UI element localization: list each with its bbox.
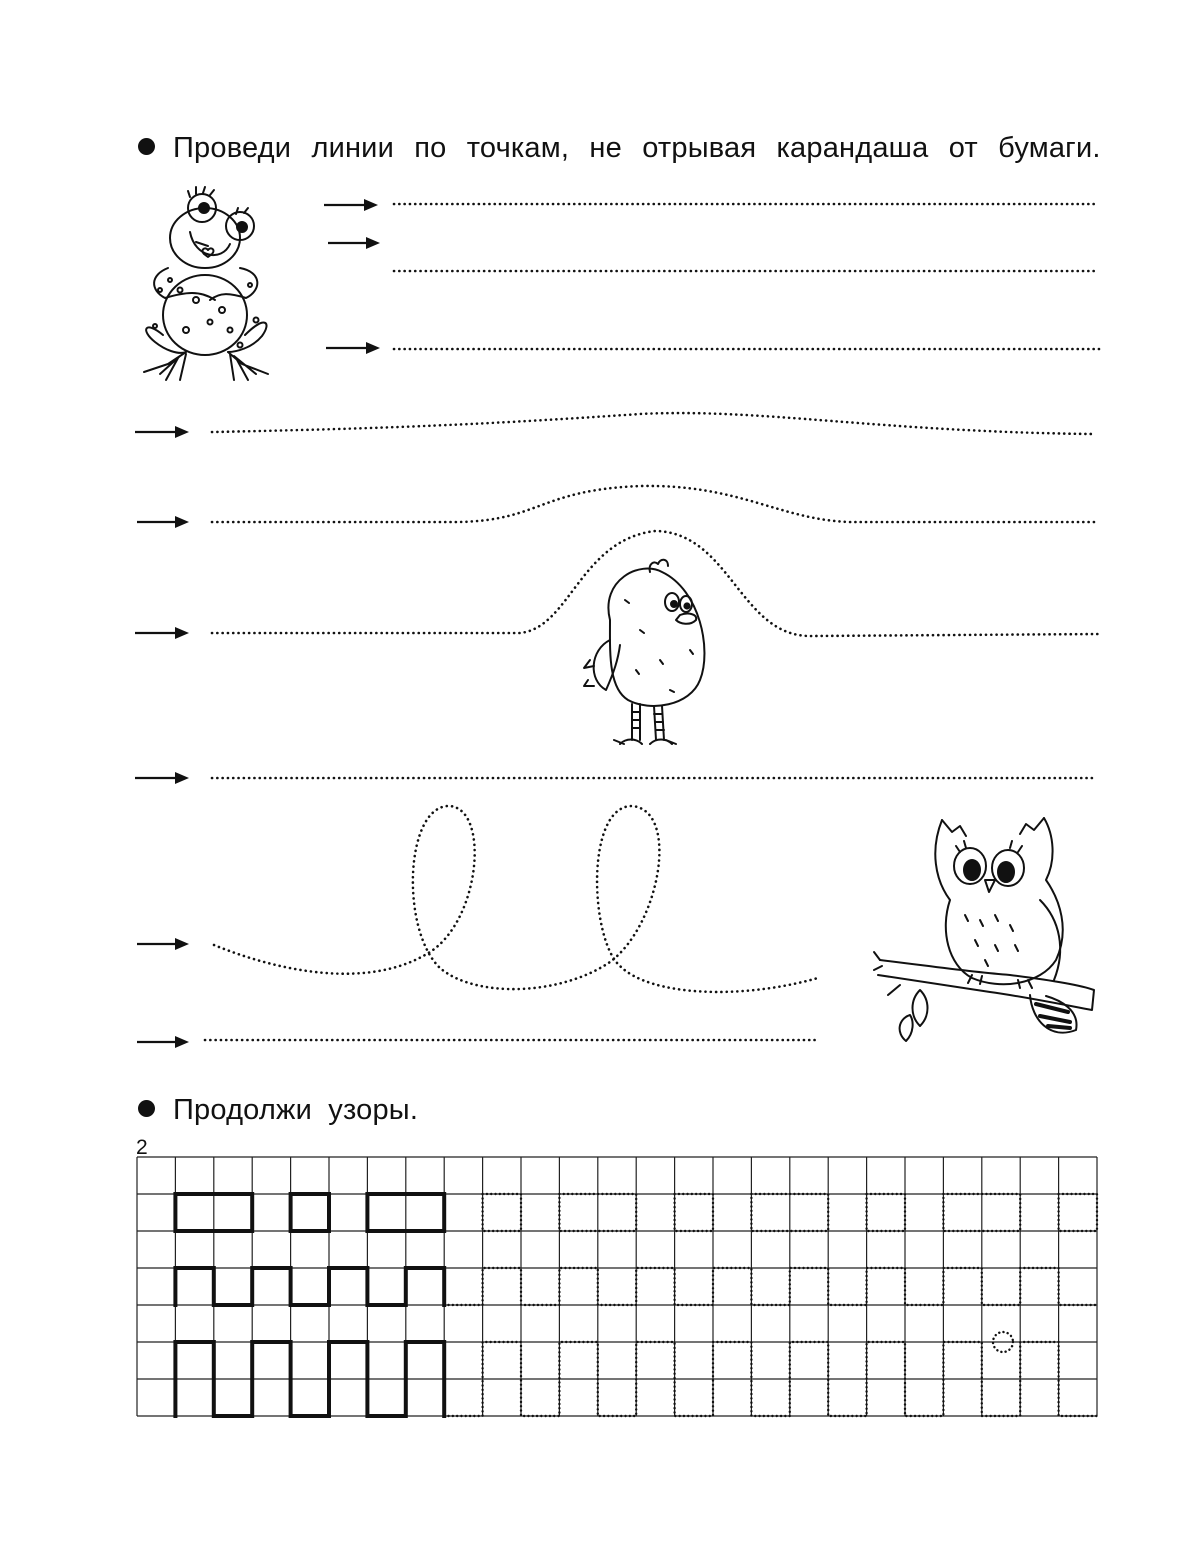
pattern-2-continuation[interactable] [444, 1268, 1097, 1305]
arrow-right-icon [137, 516, 189, 528]
arrow-right-icon [137, 938, 189, 950]
pattern-2-sample [175, 1268, 444, 1305]
trace-line-bell[interactable] [212, 531, 1098, 636]
pattern-grid [137, 1157, 1097, 1416]
task-text: Продолжи узоры. [173, 1094, 419, 1126]
frog-illustration [144, 187, 268, 380]
pattern-1-sample [175, 1194, 444, 1231]
trace-line-loops[interactable] [214, 806, 818, 992]
arrow-right-icon [135, 772, 189, 784]
arrow-right-icon [326, 342, 380, 354]
arrow-right-icon [324, 199, 378, 211]
arrow-right-icon [135, 627, 189, 639]
chick-illustration [584, 560, 704, 744]
trace-line-hill[interactable] [212, 486, 1098, 522]
arrow-right-icon [135, 426, 189, 438]
task-text: Проведи линии по точкам, не отрывая карандаша от бумаги. [173, 132, 1101, 164]
page-number: 2 [136, 1136, 148, 1159]
arrow-right-icon [137, 1036, 189, 1048]
owl-illustration [874, 818, 1094, 1041]
trace-line-gentle-wave[interactable] [212, 413, 1094, 434]
arrow-right-icon [328, 237, 380, 249]
